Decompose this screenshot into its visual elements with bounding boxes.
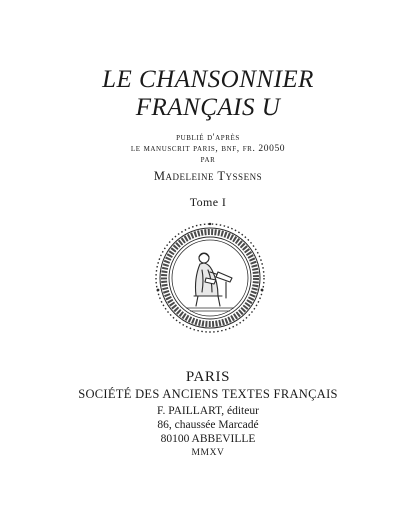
society-name: SOCIÉTÉ DES ANCIENS TEXTES FRANÇAIS <box>78 387 338 401</box>
publisher-address-city: 80100 ABBEVILLE <box>160 433 256 445</box>
published-after-label: publié d'après <box>176 133 240 143</box>
volume-label: Tome I <box>189 195 227 209</box>
publisher-address-street: 86, chaussée Marcadé <box>157 419 259 431</box>
by-label: par <box>200 155 216 165</box>
editor-name: Madeleine Tyssens <box>153 169 263 183</box>
imprint-city: PARIS <box>185 369 231 385</box>
manuscript-reference: le manuscrit paris, bnf, fr. 20050 <box>130 144 286 154</box>
publication-year: MMXV <box>191 448 225 458</box>
society-seal-emblem <box>152 220 268 336</box>
title-line-1: LE CHANSONNIER <box>102 66 314 93</box>
publisher-name: F. PAILLART, éditeur <box>157 405 259 417</box>
title-line-2: FRANÇAIS U <box>135 94 281 121</box>
